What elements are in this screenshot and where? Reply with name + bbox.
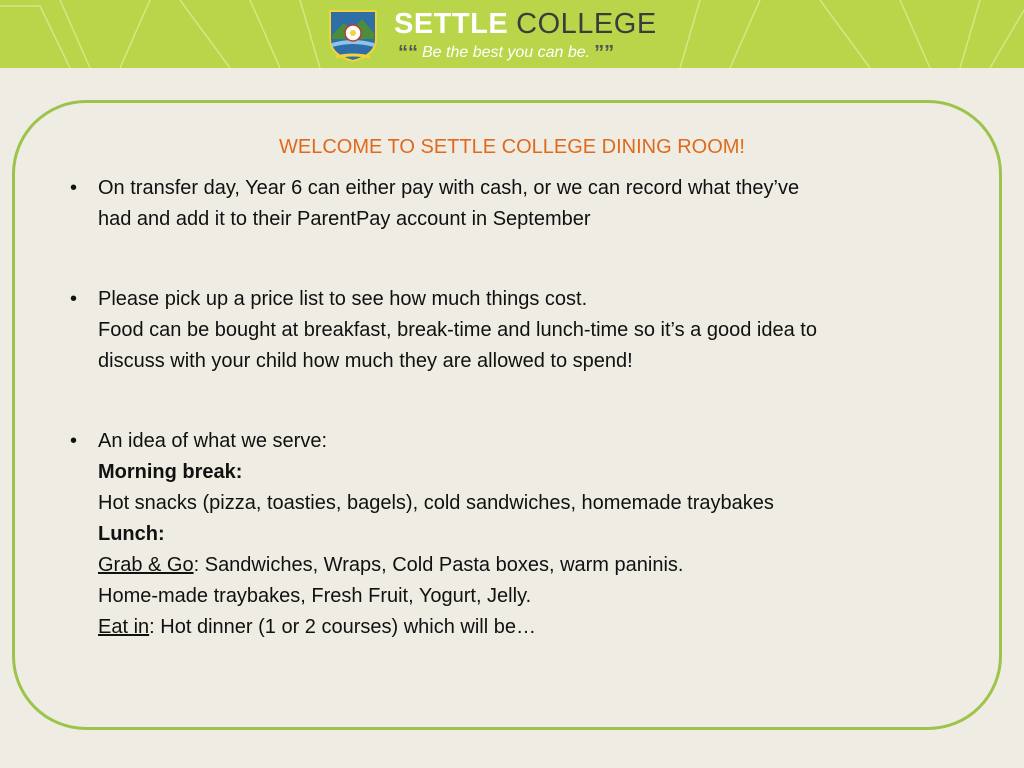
tagline-text: Be the best you can be.: [422, 44, 591, 61]
header-banner: [0, 0, 1024, 68]
lunch-heading: Lunch:: [98, 523, 165, 545]
brand-word-settle: SETTLE: [394, 8, 509, 40]
grab-and-go-line: [98, 550, 956, 581]
grab-and-go-text: : Sandwiches, Wraps, Cold Pasta boxes, warm paninis.: [193, 554, 684, 576]
tagline: [394, 42, 618, 64]
quote-close: ””: [594, 41, 615, 64]
bullet-text: had and add it to their ParentPay account in September: [98, 208, 591, 230]
homemade-text: Home-made traybakes, Fresh Fruit, Yogurt, Jelly.: [98, 585, 532, 607]
bullet-text: discuss with your child how much they are allowed to spend!: [98, 350, 633, 372]
bullet-symbol: •: [70, 430, 78, 452]
morning-break-text: Hot snacks (pizza, toasties, bagels), cold sandwiches, homemade traybakes: [98, 492, 774, 514]
bullet-symbol: •: [70, 177, 78, 199]
bullet-symbol: •: [70, 288, 78, 310]
bullet-list: [66, 173, 956, 692]
bullet-item-menu: [66, 426, 956, 643]
eat-in-line: [98, 612, 956, 643]
bullet-text: Food can be bought at breakfast, break-time and lunch-time so it’s a good idea to: [98, 319, 817, 341]
slide-title: WELCOME TO SETTLE COLLEGE DINING ROOM!: [278, 136, 745, 158]
brand-name: [394, 8, 657, 42]
brand-word-college: COLLEGE: [516, 8, 657, 40]
morning-break-heading: Morning break:: [98, 461, 243, 483]
bullet-text: On transfer day, Year 6 can either pay with cash, or we can record what they’ve: [98, 177, 800, 199]
bullet-item-price-list: [66, 284, 956, 377]
bullet-text: Please pick up a price list to see how much things cost.: [98, 288, 588, 310]
bullet-item-payment: [66, 173, 956, 235]
bullet-text: An idea of what we serve:: [98, 430, 328, 452]
quote-open: ““: [398, 41, 418, 64]
grab-and-go-label: Grab & Go: [98, 554, 194, 576]
eat-in-text: : Hot dinner (1 or 2 courses) which will be…: [149, 616, 536, 638]
college-crest-icon: [328, 9, 378, 63]
eat-in-label: Eat in: [98, 616, 150, 638]
